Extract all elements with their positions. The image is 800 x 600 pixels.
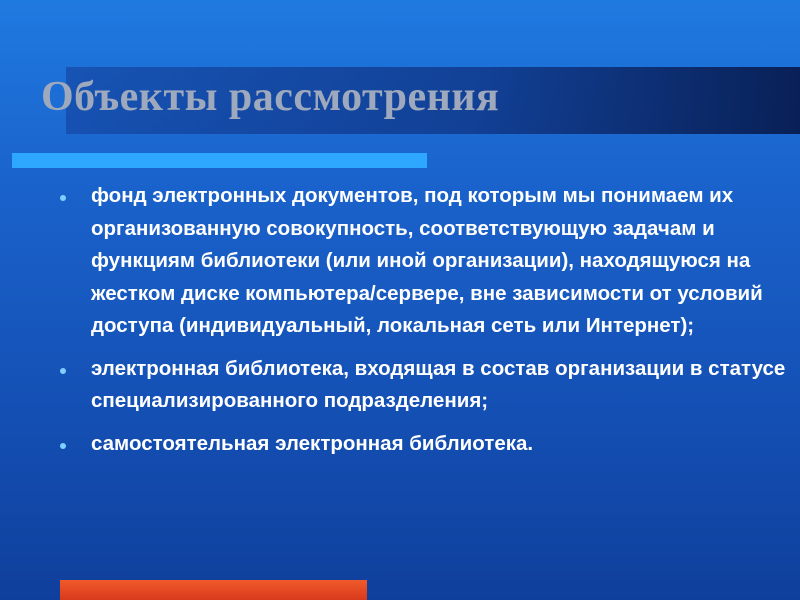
- slide-title: Объекты рассмотрения: [41, 74, 500, 120]
- bottom-decor-bar: [60, 580, 367, 600]
- bullet-dot-icon: [60, 443, 66, 449]
- bullet-text: электронная библиотека, входящая в состав организации в статусе специализированного подразделения;: [91, 356, 786, 412]
- bullet-list: [60, 180, 795, 470]
- bullet-item: [60, 428, 795, 461]
- bullet-item: [60, 353, 795, 418]
- bullet-item: [60, 180, 795, 343]
- bullet-text: фонд электронных документов, под которым мы понимаем их организованную совокупность, соответствующую задачам и функциям библиотеки (или иной организации), находящуюся на жестком диске компьютера/сервере, вне зависимости от условий доступа (индивидуальный, локальная сеть или Интернет);: [91, 184, 763, 337]
- bullet-text: самостоятельная электронная библиотека.: [91, 431, 534, 455]
- bullet-dot-icon: [60, 368, 66, 374]
- accent-bar: [12, 153, 427, 168]
- bullet-dot-icon: [60, 195, 66, 201]
